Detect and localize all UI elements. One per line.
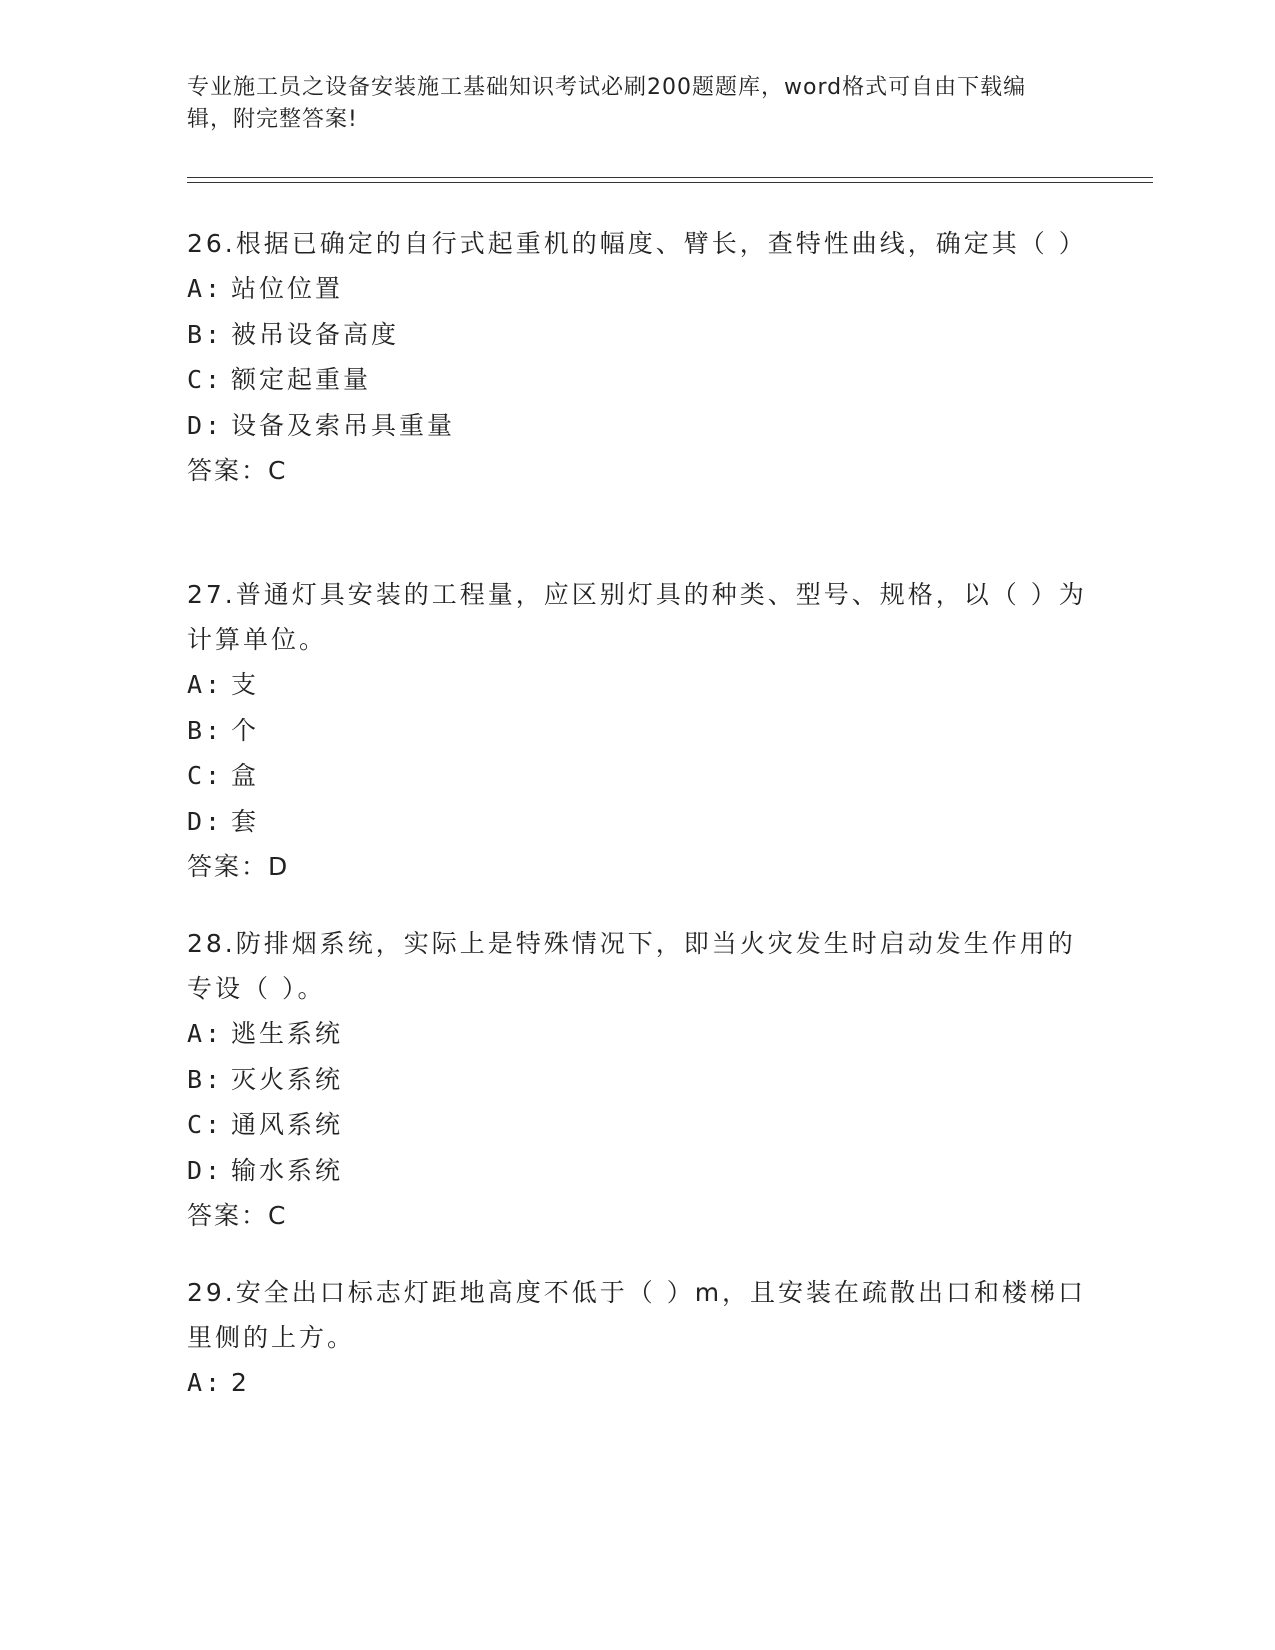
page-header [187,72,1067,136]
answer-line [187,844,1087,890]
option-b [187,708,1087,754]
answer-value: C [268,1201,288,1230]
option-text: 设备及索吊具重量 [231,410,456,440]
question-29 [187,1270,1087,1406]
header-divider-bottom [187,182,1153,183]
option-a [187,1011,1087,1057]
question-stem: 29.安全出口标志灯距地高度不低于（ ）m，且安装在疏散出口和楼梯口里侧的上方。 [187,1278,1087,1352]
option-key: A: [187,1019,224,1048]
option-d [187,403,1087,449]
option-d [187,1148,1087,1194]
option-c [187,1102,1087,1148]
option-key: B: [187,1064,224,1094]
question-stem: 27.普通灯具安装的工程量，应区别灯具的种类、型号、规格，以（ ）为计算单位。 [187,580,1087,654]
header-divider-top [187,177,1153,178]
option-c [187,357,1087,403]
answer-label: 答案： [187,852,269,881]
option-text: 2 [231,1368,250,1397]
option-key: D: [187,410,224,440]
header-text: 专业施工员之设备安装施工基础知识考试必刷200题题库，word格式可自由下载编辑，附完整答案! [187,75,1027,132]
option-text: 被吊设备高度 [231,319,400,349]
option-text: 支 [231,670,260,699]
option-key: C: [187,365,224,394]
answer-line [187,448,1087,494]
option-key: B: [187,319,224,349]
option-key: D: [187,1155,224,1185]
option-text: 逃生系统 [231,1019,344,1048]
option-a [187,266,1087,312]
question-stem: 26.根据已确定的自行式起重机的幅度、臂长，查特性曲线，确定其（ ） [187,229,1087,258]
option-key: D: [187,806,224,836]
option-b [187,312,1087,358]
answer-value: D [268,852,290,881]
option-text: 个 [231,715,260,745]
answer-line [187,1193,1087,1239]
answer-label: 答案： [187,456,269,485]
option-key: B: [187,715,224,745]
option-b [187,1057,1087,1103]
option-text: 套 [231,806,260,836]
option-text: 盒 [231,761,260,790]
option-text: 站位位置 [231,274,344,303]
option-text: 灭火系统 [231,1064,344,1094]
option-key: C: [187,761,224,790]
question-26 [187,221,1087,494]
option-text: 通风系统 [231,1110,344,1139]
option-text: 额定起重量 [231,365,372,394]
option-key: C: [187,1110,224,1139]
answer-label: 答案： [187,1201,269,1230]
option-key: A: [187,670,224,699]
option-key: A: [187,274,224,303]
question-27 [187,572,1087,890]
option-a [187,662,1087,708]
option-text: 输水系统 [231,1155,344,1185]
question-stem: 28.防排烟系统，实际上是特殊情况下，即当火灾发生时启动发生作用的专设（ ）。 [187,929,1076,1003]
option-c [187,753,1087,799]
answer-value: C [268,456,288,485]
option-d [187,799,1087,845]
option-a [187,1360,1087,1406]
option-key: A: [187,1368,224,1397]
question-28 [187,921,1087,1239]
